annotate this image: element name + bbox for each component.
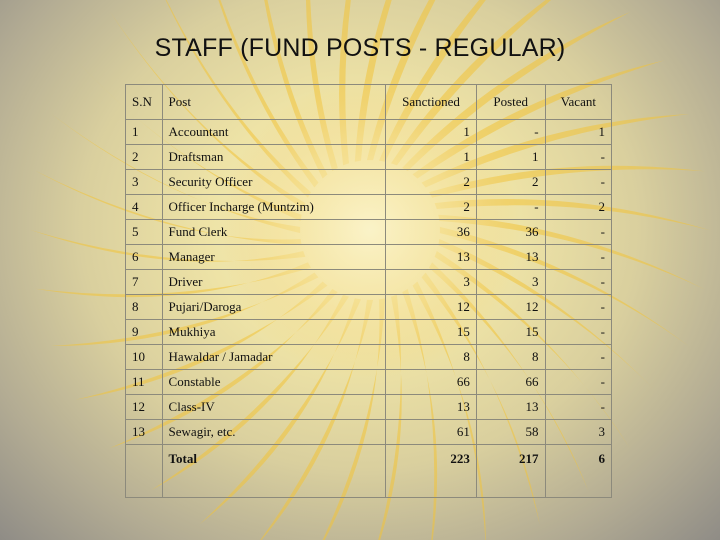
- cell-posted: 58: [476, 420, 545, 445]
- cell-post: Draftsman: [162, 145, 386, 170]
- cell-posted: 8: [476, 345, 545, 370]
- cell-post: Hawaldar / Jamadar: [162, 345, 386, 370]
- cell-posted: 66: [476, 370, 545, 395]
- cell-post: Accountant: [162, 120, 386, 145]
- cell-sanctioned: 2: [386, 195, 477, 220]
- table-header-row: [126, 85, 612, 120]
- page-title: STAFF (FUND POSTS - REGULAR): [154, 34, 566, 62]
- header-vacant: Vacant: [545, 85, 611, 120]
- cell-vacant: -: [545, 220, 611, 245]
- total-posted: 217: [476, 445, 545, 498]
- cell-sanctioned: 66: [386, 370, 477, 395]
- total-sn-blank: [126, 445, 163, 498]
- cell-vacant: -: [545, 145, 611, 170]
- cell-post: Security Officer: [162, 170, 386, 195]
- cell-posted: 15: [476, 320, 545, 345]
- cell-sn: 10: [126, 345, 163, 370]
- cell-sanctioned: 13: [386, 395, 477, 420]
- cell-vacant: 2: [545, 195, 611, 220]
- cell-post: Officer Incharge (Muntzim): [162, 195, 386, 220]
- table-row: [126, 420, 612, 445]
- table-row: [126, 195, 612, 220]
- cell-sanctioned: 1: [386, 120, 477, 145]
- cell-vacant: -: [545, 395, 611, 420]
- cell-posted: 1: [476, 145, 545, 170]
- cell-sanctioned: 8: [386, 345, 477, 370]
- cell-post: Fund Clerk: [162, 220, 386, 245]
- total-vacant: 6: [545, 445, 611, 498]
- table-row: [126, 145, 612, 170]
- cell-sanctioned: 12: [386, 295, 477, 320]
- cell-posted: 12: [476, 295, 545, 320]
- cell-sn: 13: [126, 420, 163, 445]
- cell-sn: 7: [126, 270, 163, 295]
- cell-post: Manager: [162, 245, 386, 270]
- table-row: [126, 345, 612, 370]
- table-row: [126, 270, 612, 295]
- cell-sn: 11: [126, 370, 163, 395]
- cell-sanctioned: 36: [386, 220, 477, 245]
- cell-vacant: -: [545, 370, 611, 395]
- cell-vacant: -: [545, 245, 611, 270]
- cell-sn: 2: [126, 145, 163, 170]
- cell-posted: -: [476, 195, 545, 220]
- cell-sn: 3: [126, 170, 163, 195]
- header-post: Post: [162, 85, 386, 120]
- table-row: [126, 320, 612, 345]
- cell-vacant: -: [545, 345, 611, 370]
- cell-sn: 1: [126, 120, 163, 145]
- cell-vacant: -: [545, 170, 611, 195]
- cell-posted: 36: [476, 220, 545, 245]
- cell-post: Constable: [162, 370, 386, 395]
- cell-sanctioned: 15: [386, 320, 477, 345]
- cell-sanctioned: 1: [386, 145, 477, 170]
- table-row: [126, 395, 612, 420]
- cell-vacant: 1: [545, 120, 611, 145]
- table-row: [126, 220, 612, 245]
- header-posted: Posted: [476, 85, 545, 120]
- cell-sanctioned: 3: [386, 270, 477, 295]
- cell-post: Class-IV: [162, 395, 386, 420]
- cell-posted: 13: [476, 395, 545, 420]
- cell-post: Sewagir, etc.: [162, 420, 386, 445]
- staff-table: [125, 84, 612, 498]
- cell-posted: 13: [476, 245, 545, 270]
- cell-vacant: -: [545, 270, 611, 295]
- cell-posted: -: [476, 120, 545, 145]
- cell-sn: 8: [126, 295, 163, 320]
- header-sanctioned: Sanctioned: [386, 85, 477, 120]
- cell-post: Mukhiya: [162, 320, 386, 345]
- table-row: [126, 370, 612, 395]
- cell-vacant: -: [545, 295, 611, 320]
- table-row: [126, 120, 612, 145]
- cell-sn: 9: [126, 320, 163, 345]
- cell-sanctioned: 61: [386, 420, 477, 445]
- total-label: Total: [162, 445, 386, 498]
- cell-sanctioned: 2: [386, 170, 477, 195]
- total-sanctioned: 223: [386, 445, 477, 498]
- cell-sn: 12: [126, 395, 163, 420]
- cell-sanctioned: 13: [386, 245, 477, 270]
- cell-post: Pujari/Daroga: [162, 295, 386, 320]
- cell-sn: 6: [126, 245, 163, 270]
- cell-vacant: -: [545, 320, 611, 345]
- cell-sn: 4: [126, 195, 163, 220]
- total-row: [126, 445, 612, 498]
- table-row: [126, 245, 612, 270]
- cell-posted: 3: [476, 270, 545, 295]
- cell-posted: 2: [476, 170, 545, 195]
- table-row: [126, 170, 612, 195]
- cell-vacant: 3: [545, 420, 611, 445]
- cell-sn: 5: [126, 220, 163, 245]
- cell-post: Driver: [162, 270, 386, 295]
- header-sn: S.N: [126, 85, 163, 120]
- table-row: [126, 295, 612, 320]
